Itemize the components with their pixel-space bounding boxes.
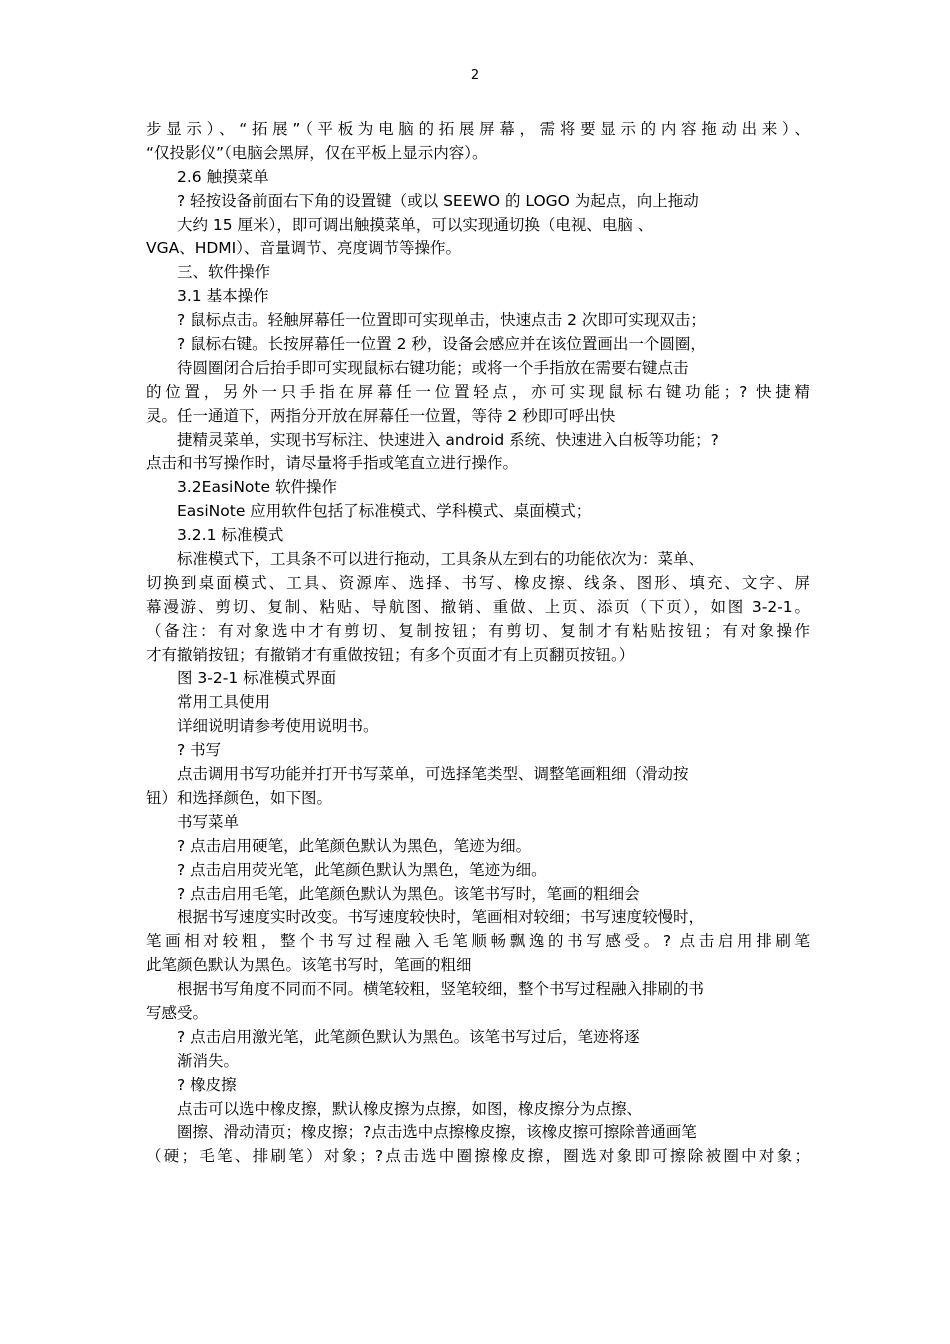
text-line: 点击调用书写功能并打开书写菜单，可选择笔类型、调整笔画粗细（滑动按 (177, 765, 689, 784)
text-line: 才有撤销按钮；有撤销才有重做按钮；有多个页面才有上页翻页按钮。） (146, 645, 635, 664)
section-heading: 3.1 基本操作 (177, 287, 269, 306)
section-heading: ? 书写 (177, 741, 222, 760)
text-line: 根据书写速度实时改变。书写速度较快时，笔画相对较细；书写速度较慢时， (177, 908, 705, 927)
text-line: 切换到桌面模式、工具、资源库、选择、书写、橡皮擦、线条、图形、填充、文字、屏 (146, 573, 810, 592)
text-line: ? 鼠标右键。长按屏幕任一位置 2 秒，设备会感应并在该位置画出一个圆圈， (177, 335, 706, 354)
section-heading: 3.2.1 标准模式 (177, 526, 284, 545)
text-line: “仅投影仪”（电脑会黑屏，仅在平板上显示内容）。 (146, 143, 488, 162)
text-line: ? 轻按设备前面右下角的设置键（或以 SEEWO 的 LOGO 为起点，向上拖动 (177, 191, 699, 210)
text-line: 渐消失。 (177, 1051, 240, 1070)
text-line: 步显示）、“拓展”（平板为电脑的拓展屏幕，需将要显示的内容拖动出来）、 (146, 120, 810, 138)
text-line: 捷精灵菜单，实现书写标注、快速进入 android 系统、快速进入白板等功能；? (177, 430, 719, 449)
text-line: 写感受。 (146, 1003, 209, 1022)
text-line: 笔画相对较粗，整个书写过程融入毛笔顺畅飘逸的书写感受。? 点击启用排刷笔 (146, 932, 810, 951)
document-body (146, 118, 810, 1169)
section-heading: 三、软件操作 (177, 263, 271, 282)
page-number: 2 (470, 68, 480, 83)
text-line: ? 鼠标点击。轻触屏幕任一位置即可实现单击，快速点击 2 次即可实现双击； (177, 311, 706, 330)
figure-caption: 图 3-2-1 标准模式界面 (177, 669, 337, 688)
text-line: 点击和书写操作时，请尽量将手指或笔直立进行操作。 (146, 454, 519, 473)
text-line: 点击可以选中橡皮擦，默认橡皮擦为点擦，如图，橡皮擦分为点擦、 (177, 1099, 643, 1118)
text-line: 大约 15 厘米），即可调出触摸菜单，可以实现通切换（电视、电脑 、 (177, 215, 654, 234)
text-line: ? 点击启用毛笔，此笔颜色默认为黑色。该笔书写时，笔画的粗细会 (177, 884, 640, 903)
text-line: 钮）和选择颜色，如下图。 (146, 788, 333, 807)
section-heading: 3.2EasiNote 软件操作 (177, 478, 337, 497)
text-line: 圈擦、滑动清页；橡皮擦；?点击选中点擦橡皮擦，该橡皮擦可擦除普通画笔 (177, 1123, 697, 1142)
section-heading: 2.6 触摸菜单 (177, 167, 269, 186)
text-line: EasiNote 应用软件包括了标准模式、学科模式、桌面模式； (177, 502, 592, 521)
text-line: 幕漫游、剪切、复制、粘贴、导航图、撤销、重做、上页、添页（下页），如图 3-2-1。 (146, 597, 810, 616)
text-line: 标准模式下，工具条不可以进行拖动，工具条从左到右的功能依次为：菜单、 (177, 550, 705, 569)
text-line: 的位置，另外一只手指在屏幕任一位置轻点，亦可实现鼠标右键功能；? 快捷精 (146, 382, 810, 401)
text-line: 待圆圈闭合后抬手即可实现鼠标右键功能；或将一个手指放在需要右键点击 (177, 358, 689, 377)
text-line: ? 点击启用荧光笔，此笔颜色默认为黑色，笔迹为细。 (177, 860, 547, 879)
text-line: 此笔颜色默认为黑色。该笔书写时，笔画的粗细 (146, 956, 472, 975)
text-line: （硬；毛笔、排刷笔）对象；?点击选中圈擦橡皮擦，圈选对象即可擦除被圈中对象； (146, 1147, 810, 1166)
text-line: 详细说明请参考使用说明书。 (177, 717, 379, 736)
text-line: VGA、HDMI）、音量调节、亮度调节等操作。 (146, 239, 462, 258)
section-heading: ? 橡皮擦 (177, 1075, 237, 1094)
text-line: （备注：有对象选中才有剪切、复制按钮；有剪切、复制才有粘贴按钮；有对象操作 (146, 621, 810, 640)
section-heading: 常用工具使用 (177, 693, 271, 712)
text-line: ? 点击启用激光笔，此笔颜色默认为黑色。该笔书写过后，笔迹将逐 (177, 1027, 640, 1046)
text-line: 灵。任一通道下，两指分开放在屏幕任一位置，等待 2 秒即可呼出快 (146, 406, 616, 425)
text-line: ? 点击启用硬笔，此笔颜色默认为黑色，笔迹为细。 (177, 836, 532, 855)
text-line: 根据书写角度不同而不同。横笔较粗，竖笔较细，整个书写过程融入排刷的书 (177, 980, 705, 999)
section-heading: 书写菜单 (177, 812, 240, 831)
